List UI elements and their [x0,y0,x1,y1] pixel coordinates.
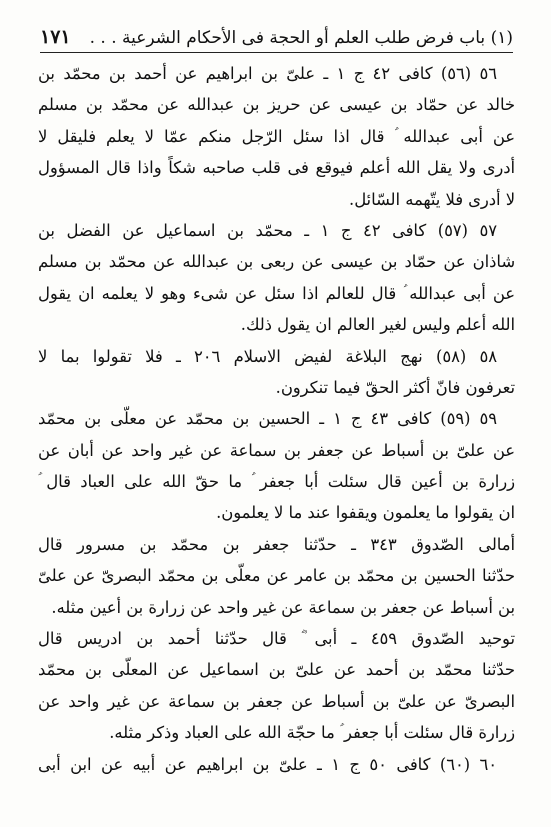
running-title: (١) باب فرض طلب العلم أو الحجة فى الأحكام الشرعية . . . [89,28,513,48]
text-line: ٥٩ (٥٩) كافى ٤٣ ج ١ ـ الحسين بن محمّد عن معلّى بن محمّد [38,409,498,429]
text-line: حدّثنا محمّد بن أحمد عن علىّ بن اسماعيل عن المعلّى بن محمّد [38,660,515,680]
text-line: البصرىّ عن علىّ بن أسباط عن جعفر بن سماعة عن غير واحد عن [38,691,515,711]
text-line: ٥٧ (٥٧) كافى ٤٢ ج ١ ـ محمّد بن اسماعيل عن الفضل بن [38,220,497,240]
text-line: زرارة بن أعين قال سئلت أبا جعفر ؑ ما حقّ الله على العباد قال ؑ [38,472,515,492]
text-line: بن أسباط عن جعفر بن سماعة عن غير واحد عن زرارة بن أعين مثله. [51,597,515,617]
text-line: لا أدرى فلا يتّهمه السّائل. [349,189,515,209]
text-line: زرارة قال سئلت أبا جعفر ؑ ما حجّة الله على العباد وذكر مثله. [109,723,515,743]
text-line: عن علىّ بن أسباط عن جعفر بن سماعة عن غير واحد عن أبان عن [38,440,515,460]
text-line: أمالى الصّدوق ٣٤٣ ـ حدّثنا جعفر بن محمّد بن مسرور قال [38,534,515,554]
text-line: ان يقولوا ما يعلمون ويقفوا عند ما لا يعلمون. [216,503,515,523]
page-header [40,20,513,53]
text-line: شاذان عن حمّاد بن عيسى عن ربعى بن عبدالله عن محمّد بن مسلم [38,252,515,272]
text-line: ٦٠ (٦٠) كافى ٥٠ ج ١ ـ علىّ بن ابراهيم عن أبيه عن ابن أبى [38,754,497,774]
text-line: ٥٦ (٥٦) كافى ٤٢ ج ١ ـ علىّ بن ابراهيم عن أحمد بن محمّد بن [38,64,497,83]
text-line: حدّثنا الحسين بن محمّد بن عامر عن معلّى بن محمّد البصرىّ عن علىّ [38,566,515,586]
page-body [38,58,515,780]
text-line: عن أبى عبدالله ؑ قال اذا سئل الرّجل منكم عمّا لا يعلم فليقل لا [38,126,515,146]
text-line: عن أبى عبدالله ؑ قال للعالم اذا سئل عن شىء وهو لا يعلمه ان يقول [38,283,515,303]
text-line: أدرى ولا يقل الله أعلم فيوقع فى قلب صاحبه شكاً واذا قال المسؤول [38,158,515,178]
text-line: تعرفون فانّ أكثر الحقّ فيما تنكرون. [275,377,515,397]
text-line: الله أعلم وليس لغير العالم ان يقول ذلك. [240,315,515,335]
text-line: توحيد الصّدوق ٤٥٩ ـ أبى ؓ قال حدّثنا أحمد بن ادريس قال [38,629,515,649]
text-line: ٥٨ (٥٨) نهج البلاغة لفيض الاسلام ٢٠٦ ـ فلا تقولوا بما لا [38,346,497,366]
text-line: خالد عن حمّاد بن عيسى عن حريز بن عبدالله عن محمّد بن مسلم [38,95,515,115]
page-number: ١٧١ [40,26,71,48]
